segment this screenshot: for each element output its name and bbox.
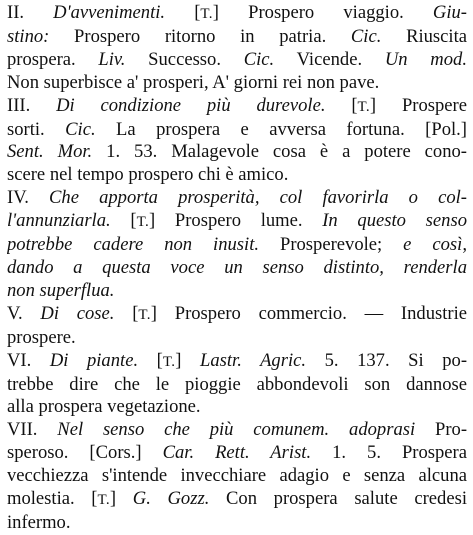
text-run: [ <box>165 2 201 23</box>
text-run: Successo. <box>125 48 244 70</box>
text-line <box>7 419 467 442</box>
text-run: vecchiezza s'intende invecchiare adagio e senza alcuna <box>7 465 467 487</box>
entry-sense <box>7 95 467 188</box>
text-run: [ <box>110 210 137 232</box>
text-line <box>7 374 467 397</box>
text-line <box>7 327 467 350</box>
text-run: 5. 137. Si po- <box>306 349 467 371</box>
text-line <box>7 49 467 72</box>
text-line <box>7 187 467 210</box>
italic-run: potrebbe cadere non inusit. <box>7 234 260 256</box>
text-run: prospere. <box>7 326 76 348</box>
text-run: [ <box>325 94 358 116</box>
text-run: II. <box>7 2 54 23</box>
text-run: T. <box>136 214 149 231</box>
italic-run: non superflua. <box>7 279 115 301</box>
text-run: T. <box>97 492 110 509</box>
text-line <box>7 488 467 512</box>
text-run: infermo. <box>7 511 71 533</box>
text-run: trebbe dire che le pioggie abbondevoli son dannose <box>7 373 467 395</box>
text-run: T. <box>138 306 151 323</box>
text-run: Prospero ritorno in patria. <box>49 25 351 47</box>
text-run: T. <box>357 98 370 115</box>
italic-run: Giu- <box>432 2 467 23</box>
text-run: [ <box>138 349 163 371</box>
text-run: VI. <box>7 349 50 371</box>
text-run: Prosperevole; <box>259 234 404 256</box>
text-run: alla prospera vegetazione. <box>7 396 201 418</box>
text-run: V. <box>7 302 41 324</box>
italic-run: Cic. <box>65 118 96 140</box>
text-run: prospera. <box>7 48 99 70</box>
text-line <box>7 350 467 374</box>
entry-sense <box>7 419 467 535</box>
italic-run: Di cose. <box>40 302 115 324</box>
text-run: molestia. [ <box>7 488 98 510</box>
text-run: T. <box>162 353 176 370</box>
italic-run: D'avvenimenti. <box>53 2 166 23</box>
text-line <box>7 141 467 164</box>
italic-run: dando a questa voce un senso distinto, renderla <box>7 256 467 278</box>
text-line <box>7 164 467 187</box>
text-line <box>7 26 467 49</box>
entry-sense <box>7 187 467 303</box>
text-run: ] Prospere <box>369 94 467 116</box>
text-run: 1. 53. Malagevole cosa è a potere cono- <box>92 141 467 163</box>
text-run: IV. <box>7 187 49 209</box>
text-line <box>7 95 467 119</box>
text-line <box>7 119 467 142</box>
italic-run: Car. Rett. Arist. <box>162 442 312 464</box>
text-run: speroso. [Cors.] <box>7 442 163 464</box>
text-run: Vicende. <box>274 48 385 70</box>
italic-run: l'annunziarla. <box>7 210 111 232</box>
italic-run: Cic. <box>243 48 275 70</box>
italic-run: Di condizione più durevole. <box>56 94 326 116</box>
text-run: Riuscita <box>381 25 467 47</box>
italic-run: Di piante. <box>49 349 139 371</box>
text-line <box>7 303 467 327</box>
text-run: T. <box>200 6 213 22</box>
text-run: Con prospera salute credesi <box>209 488 467 510</box>
text-run: ] <box>109 488 133 510</box>
italic-run: stino: <box>7 25 50 47</box>
text-line <box>7 280 467 303</box>
italic-run: Sent. Mor. <box>7 141 93 163</box>
text-line <box>7 257 467 280</box>
text-run: scere nel tempo prospero chi è amico. <box>7 164 289 186</box>
italic-run: Che apporta prosperità, col favorirla o col- <box>49 187 467 209</box>
text-line <box>7 512 467 535</box>
text-line <box>7 396 467 419</box>
italic-run: Lastr. Agric. <box>200 349 307 371</box>
italic-run: G. Gozz. <box>132 488 210 510</box>
entry-sense <box>7 350 467 420</box>
italic-run: In questo senso <box>322 210 467 232</box>
text-run: ] Prospero commercio. — Industrie <box>150 302 467 324</box>
text-line <box>7 2 467 26</box>
italic-run: Un mod. <box>384 48 467 70</box>
italic-run: Liv. <box>98 48 126 70</box>
text-line <box>7 210 467 234</box>
text-line <box>7 465 467 488</box>
entry-sense <box>7 303 467 350</box>
text-run: sorti. <box>7 118 66 140</box>
text-run: 1. 5. Prospera <box>311 442 467 464</box>
text-run: III. <box>7 94 57 116</box>
text-line <box>7 442 467 465</box>
entry-sense <box>7 2 467 95</box>
text-run: ] Prospero viaggio. <box>212 2 433 23</box>
text-run: Pro- <box>415 419 467 441</box>
text-run: ] Prospero lume. <box>149 210 323 232</box>
text-line <box>7 72 467 95</box>
italic-run: Nel senso che più comunem. adoprasi <box>57 419 416 441</box>
text-line <box>7 234 467 257</box>
italic-run: Cic. <box>350 25 382 47</box>
italic-run: e così, <box>403 234 467 256</box>
text-run: ] <box>175 349 200 371</box>
text-run: VII. <box>7 419 58 441</box>
text-run: La prospera e avversa fortuna. [Pol.] <box>95 118 467 140</box>
text-run: [ <box>114 302 139 324</box>
text-run: Non superbisce a' prosperi, A' giorni rei non pave. <box>7 71 380 93</box>
